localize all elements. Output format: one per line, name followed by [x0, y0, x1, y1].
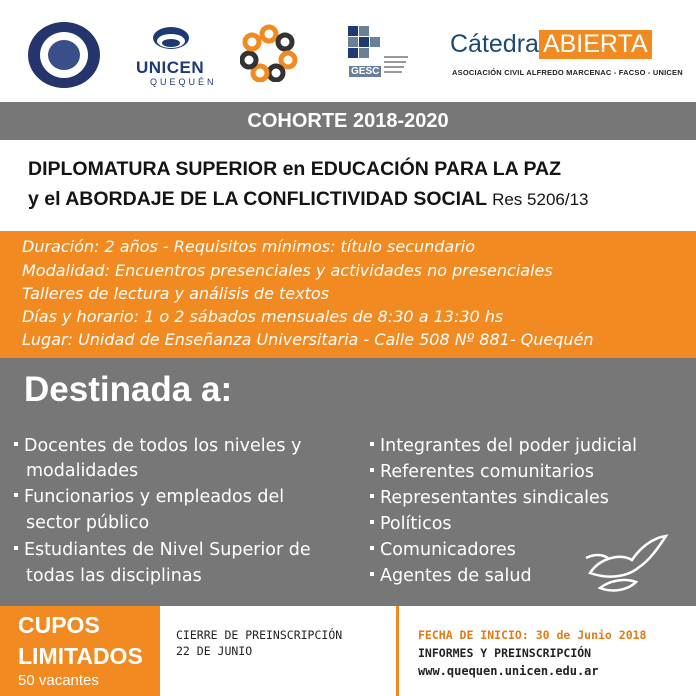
cohorte-banner: COHORTE 2018-2020 — [0, 102, 696, 140]
bullet-icon — [370, 520, 374, 524]
unicen-logo-text: UNICEN — [136, 58, 205, 77]
audience-item-community: Referentes comunitarios — [370, 460, 594, 485]
bullet-icon — [370, 546, 374, 550]
audience-item-students-cont: todas las disciplinas — [26, 566, 202, 586]
university-seal-logo — [28, 22, 100, 88]
audience-item-students: Estudiantes de Nivel Superior de — [14, 538, 311, 563]
bullet-icon — [370, 442, 374, 446]
bullet-icon — [14, 493, 18, 497]
bullet-icon — [14, 546, 18, 550]
audience-item-teachers: Docentes de todos los niveles y — [14, 434, 301, 459]
catedra-logo-highlight: ABIERTA — [539, 30, 652, 59]
unicen-wave-logo — [150, 26, 192, 54]
catedra-logo-prefix: Cátedra — [450, 30, 539, 58]
program-title — [0, 140, 696, 230]
logos-row — [0, 0, 696, 102]
cupos-line-2: LIMITADOS — [18, 643, 143, 669]
cupos-line-1: CUPOS — [18, 612, 100, 638]
info-modality: Modalidad: Encuentros presenciales y actividades no presenciales — [22, 261, 553, 280]
audience-item-unions: Representantes sindicales — [370, 486, 609, 511]
info-registration-label: INFORMES Y PREINSCRIPCIÓN — [418, 646, 592, 660]
website-link[interactable]: www.quequen.unicen.edu.ar — [418, 664, 599, 678]
deadline-date: 22 DE JUNIO — [176, 644, 253, 658]
target-audience-heading: Destinada a: — [24, 370, 233, 409]
deadline-label: CIERRE DE PREINSCRIPCIÓN — [176, 628, 343, 642]
info-location: Lugar: Unidad de Enseñanza Universitaria - Calle 508 Nº 881- Quequén — [22, 330, 594, 349]
registration-deadline-box — [160, 606, 399, 696]
start-date: FECHA DE INICIO: 30 de Junio 2018 — [418, 628, 647, 642]
audience-item-politicians: Políticos — [370, 512, 452, 537]
gesc-logo-text: GESC — [351, 66, 380, 77]
vacancies-count: 50 vacantes — [18, 672, 99, 689]
circle-knot-logo — [240, 24, 298, 82]
dove-icon — [580, 518, 670, 598]
audience-item-teachers-cont: modalidades — [26, 461, 139, 481]
audience-item-officials-cont: sector público — [26, 513, 150, 533]
program-info-band — [0, 231, 696, 358]
footer — [0, 606, 696, 696]
bullet-icon — [370, 494, 374, 498]
association-caption: ASOCIACIÓN CIVIL ALFREDO MARCENAC - FACSO - UNICEN — [452, 68, 683, 77]
bullet-icon — [370, 468, 374, 472]
limited-spots-box — [0, 606, 160, 696]
audience-item-communicators: Comunicadores — [370, 538, 516, 563]
audience-item-health: Agentes de salud — [370, 564, 532, 589]
resolution-number: Res 5206/13 — [492, 190, 589, 209]
title-line-2-text: y el ABORDAJE DE LA CONFLICTIVIDAD SOCIAL — [28, 188, 487, 210]
info-duration: Duración: 2 años - Requisitos mínimos: título secundario — [22, 237, 476, 256]
target-audience-section — [0, 358, 696, 606]
audience-item-officials: Funcionarios y empleados del — [14, 485, 284, 510]
catedra-abierta-logo — [450, 30, 652, 59]
info-workshops: Talleres de lectura y análisis de textos — [22, 284, 329, 303]
title-line-1: DIPLOMATURA SUPERIOR en EDUCACIÓN PARA LA PAZ — [28, 158, 562, 180]
title-line-2 — [28, 188, 588, 211]
audience-item-judicial: Integrantes del poder judicial — [370, 434, 637, 459]
info-schedule: Días y horario: 1 o 2 sábados mensuales de 8:30 a 13:30 hs — [22, 307, 504, 326]
unicen-logo-subtext: QUEQUÉN — [150, 77, 217, 87]
bullet-icon — [370, 572, 374, 576]
bullet-icon — [14, 442, 18, 446]
